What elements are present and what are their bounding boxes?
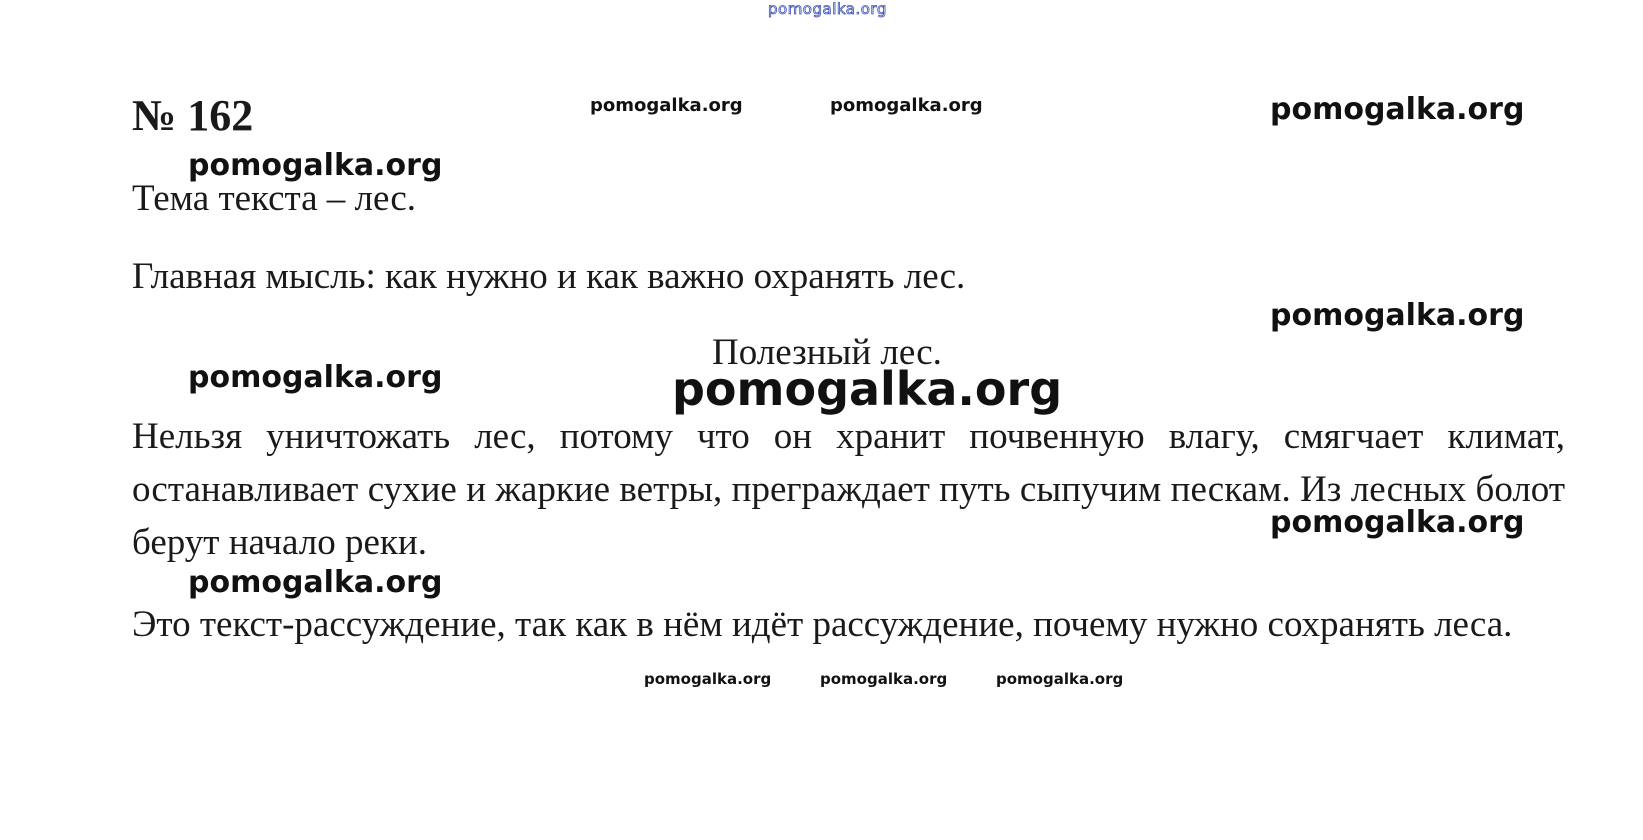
watermark-large: pomogalka.org bbox=[188, 360, 443, 395]
text-title: Полезный лес. bbox=[712, 332, 942, 373]
watermark-large: pomogalka.org bbox=[1270, 505, 1525, 540]
main-paragraph: Нельзя уничтожать лес, потому что он хранит почвенную влагу, смягчает климат, останавливает сухие и жаркие ветры, преграждает путь сыпучим пескам. Из лесных болот берут начало реки. bbox=[132, 416, 1565, 563]
watermark-large: pomogalka.org bbox=[1270, 298, 1525, 333]
watermark-top[interactable]: pomogalka.org bbox=[768, 0, 887, 18]
watermark-large: pomogalka.org bbox=[1270, 92, 1525, 127]
main-idea-line: Главная мысль: как нужно и как важно охранять лес. bbox=[132, 256, 966, 297]
watermark-large: pomogalka.org bbox=[188, 565, 443, 600]
conclusion-paragraph: Это текст-рассуждение, так как в нём идёт рассуждение, почему нужно сохранять леса. bbox=[132, 604, 1513, 645]
watermark-center: pomogalka.org bbox=[672, 362, 1063, 416]
watermark-large: pomogalka.org bbox=[188, 148, 443, 183]
topic-line: Тема текста – лес. bbox=[132, 178, 417, 219]
watermark-footer: pomogalka.org bbox=[996, 670, 1124, 688]
watermark-small: pomogalka.org bbox=[830, 95, 983, 116]
watermark-footer: pomogalka.org bbox=[820, 670, 948, 688]
watermark-footer: pomogalka.org bbox=[644, 670, 772, 688]
watermark-small: pomogalka.org bbox=[590, 95, 743, 116]
problem-number: № 162 bbox=[132, 91, 254, 140]
